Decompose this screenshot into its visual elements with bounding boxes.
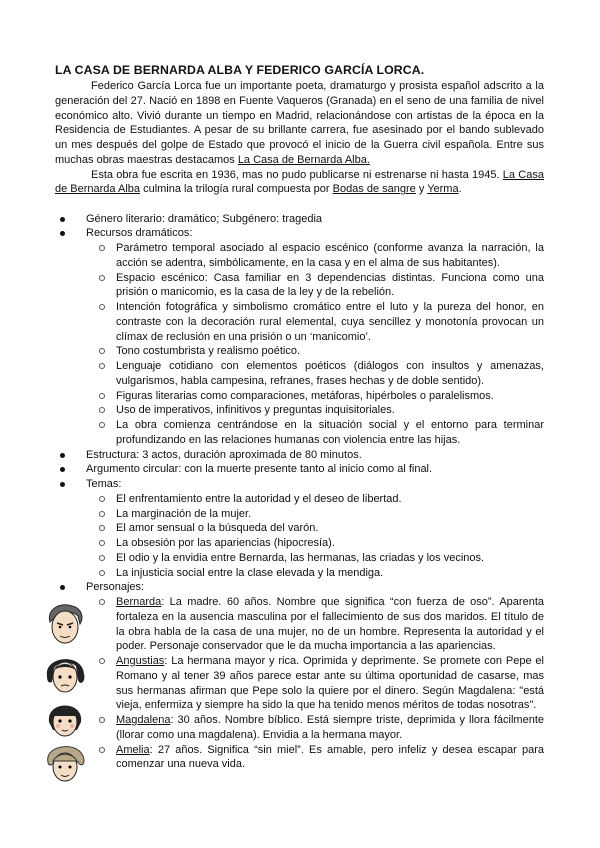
list-item-text: Argumento circular: con la muerte presente tanto al inicio como al final. — [86, 463, 433, 476]
hollow-bullet-icon — [99, 747, 105, 753]
paragraph-text: Esta obra fue escrita en 1936, mas no pudo publicarse ni estrenarse ni hasta 1945. — [91, 168, 503, 181]
sub-list-item — [115, 536, 544, 551]
paragraph-text: y — [415, 183, 428, 196]
hollow-bullet-icon — [99, 511, 105, 517]
hollow-bullet-icon — [99, 275, 105, 281]
work-title: Bodas de sangre — [332, 183, 416, 196]
character-name: Magdalena — [116, 714, 171, 726]
list-item — [55, 580, 544, 772]
hollow-bullet-icon — [99, 540, 105, 546]
hollow-bullet-icon — [99, 348, 105, 354]
paragraph-text: culmina la trilogía rural compuesta por — [140, 183, 333, 196]
sub-list-item — [115, 300, 544, 344]
list-item-text: Estructura: 3 actos, duración aproximada de 80 minutos. — [86, 448, 362, 461]
sub-list-item — [115, 359, 544, 389]
temas-list — [115, 492, 544, 581]
sub-list-item — [115, 271, 544, 301]
sub-list-item-text: Tono costumbrista y realismo poético. — [116, 345, 301, 358]
work-title: La Casa de Bernarda Alba — [55, 168, 544, 196]
character-item — [115, 743, 544, 773]
list-item — [55, 212, 544, 227]
character-name: Amelia — [116, 743, 150, 756]
sub-list-item-text: Espacio escénico: Casa familiar en 3 dependencias distintas. Funciona como una prisión o manicomio, es la casa de la ley y de la rebelión. — [116, 271, 544, 299]
character-name: Bernarda — [116, 596, 162, 608]
list-item — [55, 477, 544, 580]
work-title: Yerma — [427, 183, 459, 196]
hollow-bullet-icon — [99, 555, 105, 561]
sub-list-item-text: Uso de imperativos, infinitivos y preguntas inquisitoriales. — [116, 404, 395, 417]
character-item — [115, 595, 544, 654]
hollow-bullet-icon — [99, 393, 105, 399]
hollow-bullet-icon — [99, 658, 105, 664]
list-item — [55, 226, 544, 447]
sub-list-item-text: Figuras literarias como comparaciones, metáforas, hipérboles o paralelismos. — [116, 389, 494, 402]
hollow-bullet-icon — [99, 525, 105, 531]
paragraph-text: Federico García Lorca fue un importante poeta, dramaturgo y prosista español adscrito a la generación del 27. Nació en 1898 en Fuente Vaqueros (Granada) en el seno de una familia de nivel económico alto. Vivió durante un tiempo en Madrid, relacionándose con artistas de la época en la Residencia de Estudiantes. A pesar de su brillante carrera, fue asesinado por el bando sublevado un mes después del golpe de Estado que provocó el inicio de la Guerra civil española. Entre sus muchas obras maestras destacamos — [55, 80, 544, 166]
sub-list-item-text: Lenguaje cotidiano con elementos poéticos (diálogos con insultos y amenazas, vulgarismos, habla campesina, refranes, frases hechas y de doble sentido). — [116, 360, 544, 387]
hollow-bullet-icon — [99, 717, 105, 723]
intro-paragraph-1 — [55, 79, 544, 168]
sub-list-item-text: La marginación de la mujer. — [116, 507, 252, 520]
amelia-portrait-icon — [42, 738, 88, 784]
sub-list-item-text: Parámetro temporal asociado al espacio escénico (conforme avanza la narración, la acción se adentra, simbólicamente, en la casa y en el alma de sus habitantes). — [116, 242, 544, 269]
sub-list-item-text: El enfrentamiento entre la autoridad y el deseo de libertad. — [116, 492, 402, 505]
sub-list-item — [115, 418, 544, 448]
hollow-bullet-icon — [99, 422, 105, 428]
hollow-bullet-icon — [99, 599, 105, 605]
list-item-text: Género literario: dramático; Subgénero: tragedia — [86, 212, 323, 225]
document-title: LA CASA DE BERNARDA ALBA Y FEDERICO GARCÍA LORCA. — [55, 63, 425, 77]
character-item — [115, 713, 544, 743]
document-page — [55, 63, 544, 772]
character-name: Angustias — [116, 655, 165, 667]
hollow-bullet-icon — [99, 245, 105, 251]
character-description: : La hermana mayor y rica. Oprimida y deprimente. Se promete con Pepe el Romano y al tener 39 años parece estar ante su última oportunidad de casarse, mas sus hermanas afirman que Pepe solo la quiere por el dinero. Según Magdalena: "está vieja, enfermiza y siempre ha sido la que ha tenido menos méritos de todas nosotras". — [116, 655, 544, 712]
hollow-bullet-icon — [99, 407, 105, 413]
sub-list-item — [115, 551, 544, 566]
sub-list-item — [115, 521, 544, 536]
hollow-bullet-icon — [99, 496, 105, 502]
hollow-bullet-icon — [99, 363, 105, 369]
bernarda-portrait-icon — [42, 600, 88, 646]
sub-list-item-text: La injusticia social entre la clase elevada y la mendiga. — [116, 566, 384, 579]
recursos-list — [115, 241, 544, 448]
list-item-text: Personajes: — [86, 581, 145, 594]
character-description: : 30 años. Nombre bíblico. Está siempre triste, deprimida y llora fácilmente (llorar como una magdalena). Envidia a la hermana mayor. — [116, 714, 544, 741]
hollow-bullet-icon — [99, 304, 105, 310]
sub-list-item — [115, 507, 544, 522]
sub-list-item-text: El odio y la envidia entre Bernarda, las hermanas, las criadas y los vecinos. — [116, 551, 485, 564]
hollow-bullet-icon — [99, 570, 105, 576]
sub-list-item-text: Intención fotográfica y simbolismo cromático entre el luto y la pureza del honor, en contraste con la decoración rural elemental, cuya sencillez y monotonía provocan un clímax de reclusión en una prisión o un ‘manicomio’. — [116, 301, 544, 343]
sub-list-item — [115, 389, 544, 404]
personajes-list — [115, 595, 544, 772]
sub-list-item — [115, 241, 544, 271]
character-item — [115, 654, 544, 713]
sub-list-item — [115, 403, 544, 418]
intro-paragraph-2 — [55, 168, 544, 198]
sub-list-item — [115, 566, 544, 581]
magdalena-portrait-icon — [42, 694, 88, 740]
list-item-text: Temas: — [86, 478, 122, 490]
list-item — [55, 448, 544, 463]
work-title-link: La Casa de Bernarda Alba. — [237, 153, 370, 166]
main-bullet-list — [55, 212, 544, 773]
list-item-text: Recursos dramáticos: — [86, 227, 193, 240]
character-description: : La madre. 60 años. Nombre que significa “con fuerza de oso”. Aparenta fortaleza en la ausencia masculina por el fallecimiento de sus dos maridos. El título de la obra habla de la casa de una mujer, no de un hombre. Representa la autoridad y el poder. Personaje conservador que le da mucha importancia a las apariencias. — [116, 596, 544, 653]
paragraph-text: . — [458, 183, 462, 196]
angustias-portrait-icon — [42, 650, 88, 696]
sub-list-item — [115, 492, 544, 507]
character-description: : 27 años. Significa “sin miel”. Es amable, pero infeliz y desea escapar para comenzar una nueva vida. — [116, 743, 544, 771]
sub-list-item-text: La obra comienza centrándose en la situación social y el entorno para terminar profundizando en las relaciones humanas con violencia entre las hijas. — [116, 419, 544, 446]
list-item — [55, 462, 544, 477]
sub-list-item-text: El amor sensual o la búsqueda del varón. — [116, 522, 319, 535]
sub-list-item-text: La obsesión por las apariencias (hipocresía). — [116, 537, 335, 549]
sub-list-item — [115, 344, 544, 359]
